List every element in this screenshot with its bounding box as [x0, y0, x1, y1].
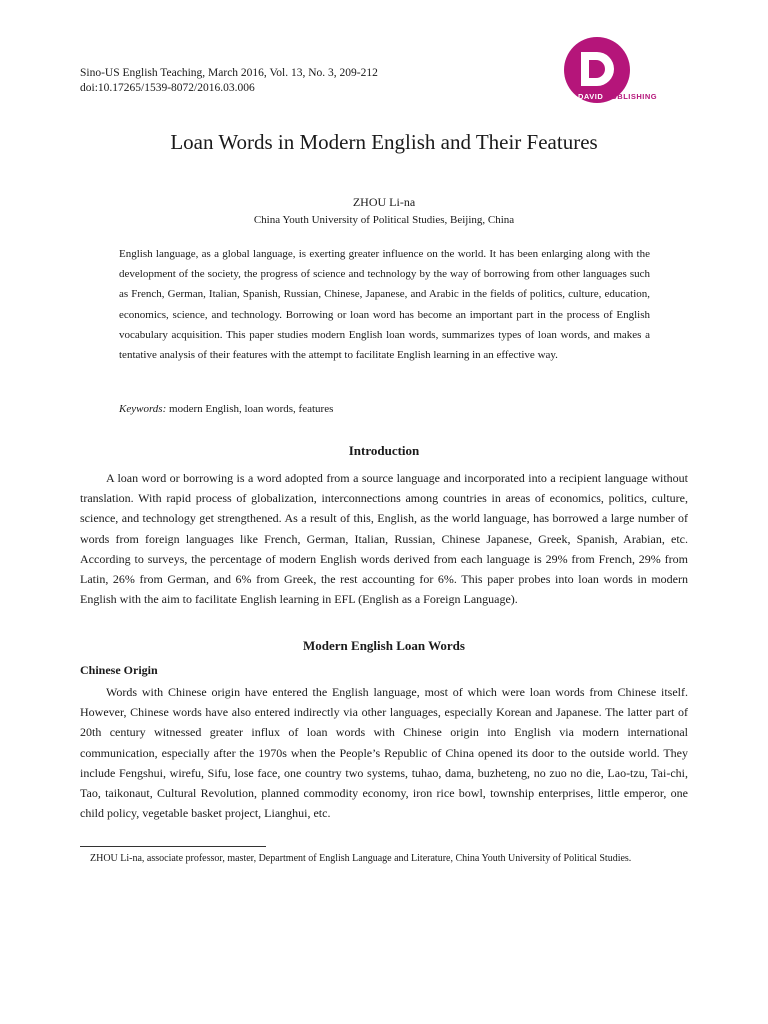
author-name: ZHOU Li-na	[352, 195, 416, 209]
keywords-label: Keywords:	[119, 403, 167, 415]
logo-wordmark	[578, 92, 657, 101]
journal-header	[80, 66, 378, 96]
logo-brand: DAVID	[578, 92, 604, 101]
chinese-origin-paragraph: Words with Chinese origin have entered the English language, most of which were loan words from Chinese itself. However, Chinese words have also entered indirectly via other languages, especially Korean and Japanese. The latter part of 20th century witnessed greater influx of loan words with Chinese origin into English via modern international communication, especially after the 1970s when the People’s Republic of China opened its door to the outside world. They include Fengshui, wirefu, Sifu, lose face, one country two systems, tuhao, dama, buzheteng, no zuo no die, Lao-tzu, Tai-chi, Tao, taikonaut, Cultural Revolution, planned commodity economy, iron rice bowl, township enterprises, little emperor, one child policy, vegetable basket project, Lianghui, etc.	[80, 685, 688, 821]
keywords	[119, 403, 333, 415]
introduction-paragraph: A loan word or borrowing is a word adopted from a source language and incorporated into a recipient language without translation. With rapid process of globalization, interconnections among countries in areas of economics, politics, culture, science, and technology get strengthened. As a result of this, English, as the world language, has borrowed a large number of words from foreign languages like French, German, Italian, Russian, Chinese Japanese, Greek, Spanish, Arabian, etc. According to surveys, the percentage of modern English words derived from each language is 29% from French, 29% from Latin, 26% from German, and 6% from Greek, the rest accounting for 6%. This paper probes into loan words in modern English with the aim to facilitate English learning in EFL (English as a Foreign Language).	[80, 471, 688, 607]
author-affiliation: China Youth University of Political Studies, Beijing, China	[253, 214, 515, 226]
chinese-origin-subheading: Chinese Origin	[80, 663, 158, 677]
logo-suffix: PUBLISHING	[605, 92, 658, 101]
doi: doi:10.17265/1539-8072/2016.03.006	[80, 82, 255, 94]
loan-words-heading: Modern English Loan Words	[303, 638, 465, 653]
keywords-text: modern English, loan words, features	[169, 403, 334, 415]
abstract: English language, as a global language, is exerting greater influence on the world. It has been enlarging along with the development of the society, the progress of science and technology by the way of borrowing from other languages such as French, German, Italian, Spanish, Russian, Chinese, Japanese, and Arabic in the fields of politics, culture, education, economics, science, and technology. Borrowing or loan word has become an important part in the process of English vocabulary acquisition. This paper studies modern English loan words, summarizes types of loan words, and makes a tentative analysis of their features with the attempt to facilitate English learning in an effective way.	[119, 248, 650, 362]
introduction-heading: Introduction	[348, 443, 420, 458]
author-footnote: ZHOU Li-na, associate professor, master, Department of English Language and Literature, China Youth University of Political Studies.	[90, 853, 632, 864]
paper-title: Loan Words in Modern English and Their Features	[170, 130, 598, 154]
footnote-divider	[80, 846, 266, 847]
journal-citation: Sino-US English Teaching, March 2016, Vol. 13, No. 3, 209-212	[80, 67, 378, 79]
